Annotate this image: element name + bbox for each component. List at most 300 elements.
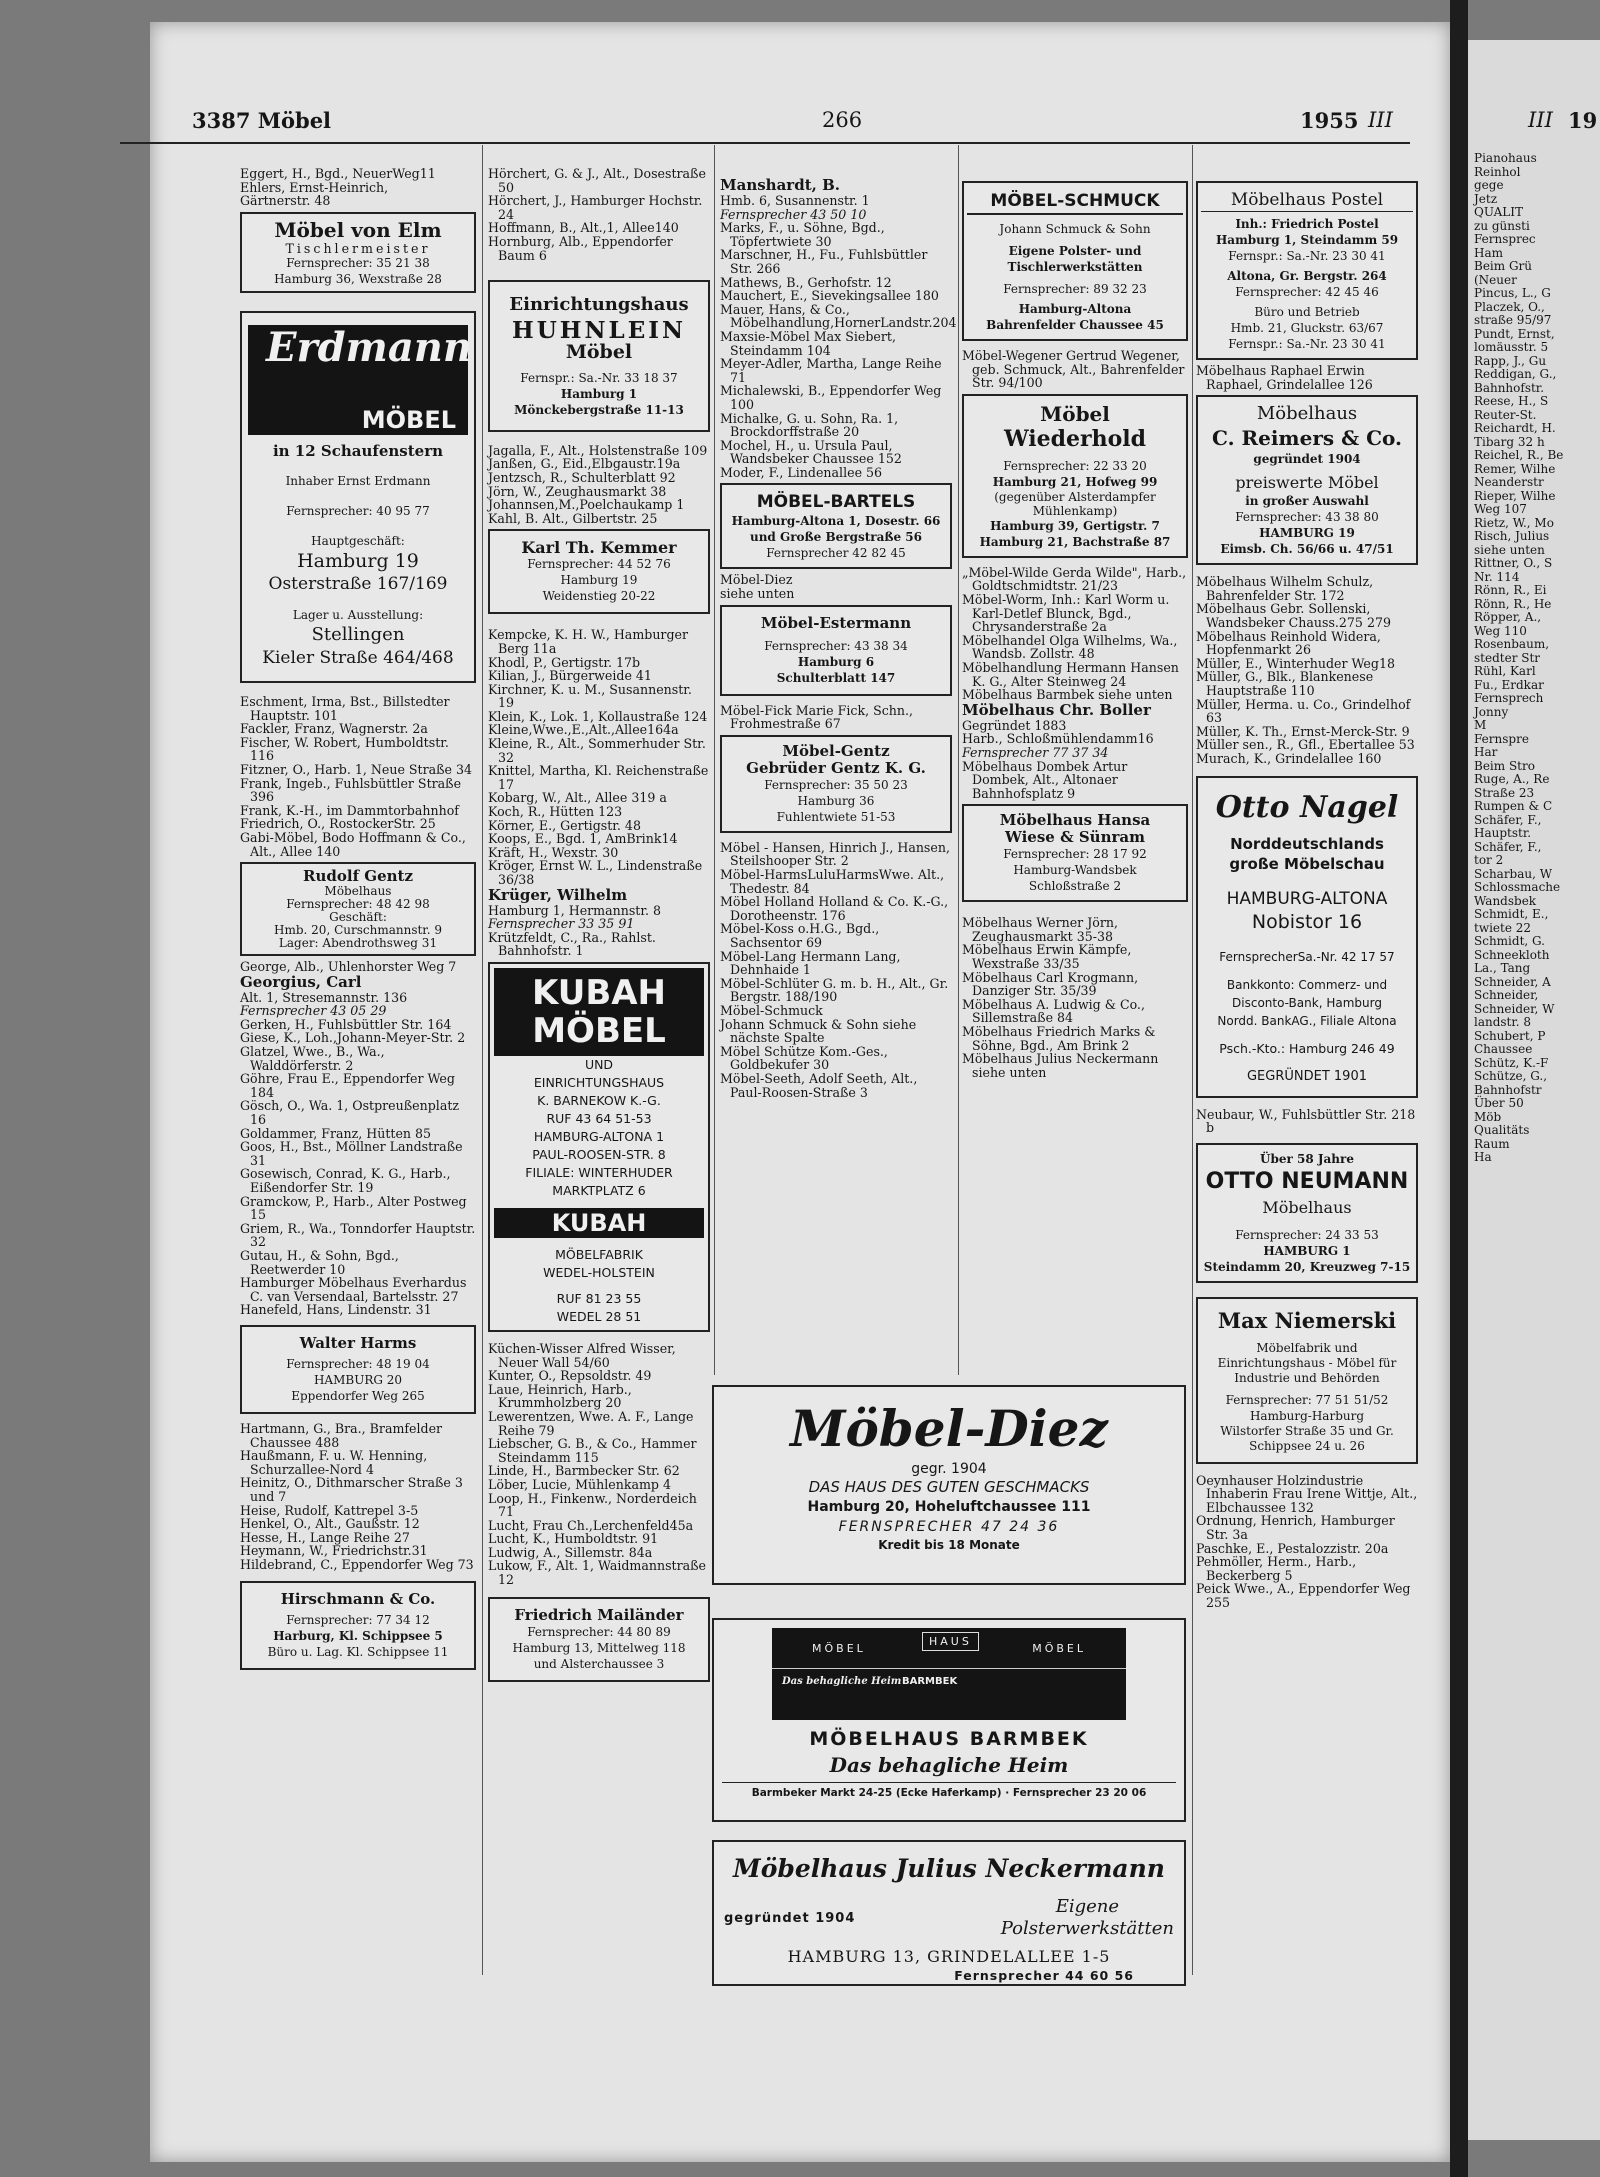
facing-page-entry: Schmidt, G.	[1474, 934, 1545, 948]
facing-page-entry: Fernsprec	[1474, 232, 1536, 246]
listing-entry: Kräft, H., Wexstr. 30	[488, 844, 619, 860]
ad-otto-neumann	[1196, 1143, 1418, 1283]
facing-page-entry: Weg 110	[1474, 623, 1527, 638]
facing-page-entry: Weg 107	[1474, 502, 1527, 516]
listing-entry: Kempcke, K. H. W., Hamburger Berg 11a	[488, 627, 688, 656]
kubah-text	[494, 1056, 704, 1200]
listing-entry: Möbel-Wegener Gertrud Wegener, geb. Schmuck, Alt., Bahrenfelder Str. 94/100	[962, 348, 1185, 391]
ad-erdmann	[240, 311, 476, 683]
facing-page-entry: Jetz	[1474, 191, 1498, 206]
erdmann-logo	[248, 324, 472, 435]
listing-entry: Möbelhandlung Hermann Hansen K. G., Alter Steinweg 24	[962, 659, 1179, 689]
listing-entry: Knittel, Martha, Kl. Reichenstraße 17	[488, 763, 709, 792]
ad-line: WEDEL 28 51	[556, 1308, 642, 1324]
listing-entry: Möbel-Worm, Inh.: Karl Worm u. Karl-Detlef Blunck, Bgd., Chrysanderstraße 2a	[962, 591, 1170, 635]
storefront-line	[772, 1668, 1126, 1669]
facing-page-entry: M	[1474, 718, 1487, 732]
ad-phone: Fernsprecher: 77 51 51/52	[1225, 1392, 1389, 1407]
ad-phone: FernsprecherSa.-Nr. 42 17 57	[1219, 949, 1395, 964]
ad-title: Möbel von Elm	[274, 217, 442, 242]
facing-page-entry: Reichardt, H.	[1474, 421, 1556, 435]
listing-entry: Giese, K., Loh.,Johann-Meyer-Str. 2	[240, 1030, 466, 1046]
ad-line: Hamburg 1, Steindamm 59	[1215, 233, 1399, 247]
listing-entry: Liebscher, G. B., & Co., Hammer Steindamm 115	[488, 1436, 697, 1465]
listing-entry: Fackler, Franz, Wagnerstr. 2a	[240, 721, 428, 737]
ad-line: Möbelhaus	[1262, 1197, 1352, 1217]
listing-entry: Hanefeld, Hans, Lindenstr. 31	[240, 1302, 432, 1318]
facing-page-entry: Rittner, O., S	[1474, 556, 1553, 570]
facing-page-entry: Fernspre	[1474, 731, 1529, 746]
ad-line: Büro und Betrieb	[1254, 305, 1360, 319]
ad-line: DAS HAUS DES GUTEN GESCHMACKS	[808, 1478, 1090, 1496]
listing-entry: Heise, Rudolf, Kattrepel 3-5	[240, 1502, 419, 1518]
ad-phone: RUF 43 64 51-53	[546, 1110, 652, 1126]
ad-phone: Fernsprecher: 28 17 92	[1003, 847, 1147, 862]
ad-walter-harms	[240, 1325, 476, 1414]
column-3	[720, 176, 957, 1100]
listing-entry: Kobarg, W., Alt., Allee 319 a	[488, 790, 667, 806]
listing-entry: Möbel-Fick Marie Fick, Schn., Frohmestraße 67	[720, 702, 914, 732]
ad-line: Fuhlentwiete 51-53	[776, 809, 896, 824]
listing-entry: Mathews, B., Gerhofstr. 12	[720, 274, 892, 290]
listing-entry: Eschment, Irma, Bst., Billstedter Hauptstr. 101	[240, 693, 450, 723]
listing-entry: Möbelhaus Julius Neckermann siehe unten	[962, 1051, 1159, 1080]
listing-entry: Kleine,Wwe.,E.,Alt.,Allee164a	[488, 722, 679, 738]
ad-title: MÖBEL-SCHMUCK	[967, 189, 1183, 215]
ad-title: Rudolf Gentz	[303, 867, 413, 886]
ad-max-niemerski	[1196, 1297, 1418, 1464]
listing-entry: Löber, Lucie, Mühlenkamp 4	[488, 1476, 671, 1492]
ad-line: Kieler Straße 464/468	[262, 647, 454, 668]
listing-entry: Eggert, H., Bgd., NeuerWeg11	[240, 166, 436, 181]
listing-entry: Meyer-Adler, Martha, Lange Reihe 71	[720, 356, 942, 385]
ad-line: Stellingen	[311, 623, 405, 645]
ad-line: Lager: Abendrothsweg 31	[278, 936, 438, 951]
ad-line: PAUL-ROOSEN-STR. 8	[532, 1146, 666, 1162]
listing-entry: Heinitz, O., Dithmarscher Straße 3 und 7	[240, 1475, 463, 1504]
facing-page-fragment	[1468, 40, 1600, 2140]
facing-page-entry: Ham	[1474, 245, 1503, 260]
ad-rudolf-gentz	[240, 862, 476, 956]
listing-entry: Möbel-Koss o.H.G., Bgd., Sachsentor 69	[720, 921, 880, 950]
listing-entry: Neubaur, W., Fuhlsbüttler Str. 218 b	[1196, 1106, 1416, 1136]
ad-title: Walter Harms	[299, 1333, 417, 1352]
facing-page-entry: Schubert, P	[1474, 1028, 1546, 1043]
ad-line: und Alsterchaussee 3	[533, 1656, 665, 1671]
listing-entry: Göhre, Frau E., Eppendorfer Weg 184	[240, 1071, 455, 1100]
facing-page-entry: Rönn, R., Ei	[1474, 583, 1547, 597]
ad-line: Hamburg-Wandsbek	[1013, 863, 1137, 878]
ad-line: Norddeutschlands	[1230, 834, 1384, 853]
ad-phone: Fernsprecher: 77 34 12	[286, 1613, 430, 1628]
ad-moebelhaus-hansa	[962, 804, 1188, 902]
ad-moebel-bartels	[720, 483, 952, 569]
listing-entry: Müller, Herma. u. Co., Grindelhof 63	[1196, 696, 1411, 726]
listing-entry: Fernsprecher 33 35 91	[488, 916, 635, 932]
facing-page-entry: Möb	[1474, 1109, 1502, 1124]
book-spine	[1450, 0, 1468, 2177]
ad-huhnlein	[488, 280, 710, 432]
storefront-window-label: BARMBEK	[902, 1676, 958, 1687]
facing-page-entry: Rühl, Karl	[1474, 664, 1536, 678]
listing-entry: Gegründet 1883	[962, 717, 1067, 733]
listing-entry: Kirchner, K. u. M., Susannenstr. 19	[488, 681, 692, 711]
ad-line: WEDEL-HOLSTEIN	[543, 1264, 655, 1280]
facing-page-entry: Schlossmache	[1474, 880, 1561, 894]
ad-moebel-gentz	[720, 735, 952, 833]
listing-entry: Fernsprecher 43 05 29	[240, 1003, 387, 1019]
facing-page-entry: Schneider,	[1474, 988, 1539, 1002]
listing-entry: Moder, F., Lindenallee 56	[720, 464, 883, 480]
ad-line: Psch.-Kto.: Hamburg 246 49	[1219, 1040, 1395, 1056]
ad-line: Eimsb. Ch. 56/66 u. 47/51	[1220, 542, 1394, 557]
listing-entry: Lucht, Frau Ch.,Lerchenfeld45a	[488, 1517, 694, 1533]
listing-entry: Hartmann, G., Bra., Bramfelder Chaussee 488	[240, 1420, 443, 1450]
listing-entry: Glatzel, Wwe., B., Wa., Walddörferstr. 2	[240, 1044, 385, 1073]
ad-line: Schloßstraße 2	[1028, 879, 1122, 894]
ad-line: Möbelhaus	[324, 884, 392, 899]
ad-moebel-von-elm	[240, 212, 476, 294]
ad-line: Nordd. BankAG., Filiale Altona	[1217, 1013, 1397, 1028]
ad-phone: Fernsprecher 44 60 56	[954, 1968, 1134, 1983]
facing-page-entry: Bahnhofstr	[1474, 1082, 1542, 1097]
listing-entry: Möbel Holland Holland & Co. K.-G., Dorotheenstr. 176	[720, 894, 949, 923]
listing-entry: Hornburg, Alb., Eppendorfer Baum 6	[488, 233, 673, 263]
ad-line: preiswerte Möbel	[1235, 473, 1379, 493]
ad-phone: Fernsprecher: 35 21 38	[286, 256, 430, 271]
facing-page-entry: Hauptstr.	[1474, 826, 1532, 840]
facing-page-entry: Beim Grü	[1474, 259, 1533, 273]
listing-entry: Jentzsch, R., Schulterblatt 92	[488, 469, 676, 485]
ad-line: Hmb. 20, Curschmannstr. 9	[274, 923, 442, 938]
column-5	[1196, 177, 1418, 1610]
listing-entry: Krützfeldt, C., Ra., Rahlst. Bahnhofstr. 1	[488, 929, 656, 959]
facing-page-entry: straße 95/97	[1474, 313, 1552, 327]
facing-page-entry: Jonny	[1474, 704, 1509, 719]
listing-entry: Hamburg 1, Hermannstr. 8	[488, 902, 662, 918]
ad-line: Hamburg 19	[297, 549, 419, 572]
ad-slogan: Das behagliche Heim	[829, 1753, 1069, 1777]
ad-phone: Fernsprecher: 48 19 04	[286, 1356, 430, 1371]
listing-entry: Lukow, F., Alt. 1, Waidmannstraße 12	[488, 1558, 707, 1588]
kubah-logo-line2: MÖBEL	[532, 1010, 666, 1051]
column-1	[240, 167, 476, 1674]
listing-entry: Möbelhandel Olga Wilhelms, Wa., Wandsb. Zollstr. 48	[962, 632, 1178, 662]
facing-page-entry: Rietz, W., Mo	[1474, 515, 1554, 530]
kubah-logo-line1: KUBAH	[531, 972, 667, 1013]
ad-julius-neckermann	[712, 1840, 1186, 1986]
ad-phone: Fernsprecher: 44 52 76	[527, 557, 671, 572]
listing-entry: Möbelhaus Dombek Artur Dombek, Alt., Altonaer Bahnhofsplatz 9	[962, 758, 1128, 801]
listing-entry: Haußmann, F. u. W. Henning, Schurzallee-Nord 4	[240, 1448, 428, 1477]
listing-entry: Mauer, Hans, & Co., Möbelhandlung,HornerLandstr.204	[720, 301, 957, 331]
ad-line: in 12 Schaufenstern	[272, 442, 444, 461]
listing-entry: Oeynhauser Holzindustrie Inhaberin Frau Irene Wittje, Alt., Elbchaussee 132	[1196, 1472, 1418, 1515]
listing-entry: Alt. 1, Stresemannstr. 136	[240, 989, 408, 1005]
listing-entry: Müller, K. Th., Ernst-Merck-Str. 9	[1196, 723, 1410, 739]
listing-entry: Lewerentzen, Wwe. A. F., Lange Reihe 79	[488, 1408, 694, 1438]
facing-page-entry: Rumpen & C	[1474, 799, 1553, 813]
listing-entry: Müller, G., Blk., Blankenese Hauptstraße 110	[1196, 669, 1374, 698]
ad-title: Karl Th. Kemmer	[521, 538, 677, 558]
facing-page-entry: Fernsprech	[1474, 691, 1544, 705]
ad-line: Wilstorfer Straße 35 und Gr. Schippsee 24 u. 26	[1220, 1423, 1394, 1453]
facing-page-entry: Schneider, A	[1474, 974, 1551, 989]
ad-phone: Fernsprecher: 40 95 77	[286, 503, 430, 518]
ad-title: HUHNLEIN	[511, 317, 687, 345]
ad-kemmer	[488, 529, 710, 614]
listing-entry: Fernsprecher 43 50 10	[720, 206, 867, 222]
facing-page-entry: Rosenbaum,	[1474, 637, 1550, 651]
ad-line: HAMBURG 1	[1263, 1243, 1351, 1258]
listing-entry: Linde, H., Barmbecker Str. 62	[488, 1463, 680, 1479]
facing-page-entry: Ha	[1474, 1150, 1492, 1164]
ad-phone: Fernspr.: Sa.-Nr. 33 18 37	[520, 370, 678, 385]
listing-entry: Frank, K.-H., im Dammtorbahnhof	[240, 802, 459, 818]
listing-entry: Henkel, O., Alt., Gaußstr. 12	[240, 1516, 420, 1532]
facing-page-entry: Nr. 114	[1474, 569, 1520, 584]
ad-title-2: Wiederhold	[1003, 425, 1147, 452]
ad-line: Über 58 Jahre	[1259, 1151, 1354, 1166]
ad-title-2: Wiese & Sünram	[1005, 828, 1145, 847]
nagel-logo: Otto Nagel	[1215, 789, 1399, 825]
erdmann-logo-moebel: MÖBEL	[361, 405, 456, 434]
listing-entry: „Möbel-Wilde Gerda Wilde", Harb., Goldtschmidtstr. 21/23	[962, 564, 1187, 594]
listing-entry: Möbelhaus Gebr. Sollenski, Wandsbeker Chauss.275 279	[1196, 601, 1391, 630]
ad-title: Möbel-Gentz	[782, 741, 890, 760]
ad-phone: Fernsprecher: 22 33 20	[1003, 458, 1147, 473]
ad-phone: Fernspr.: Sa.-Nr. 23 30 41	[1228, 249, 1386, 263]
listing-entry: Möbel-Seeth, Adolf Seeth, Alt., Paul-Roosen-Straße 3	[720, 1070, 918, 1100]
kubah-logo-small: KUBAH	[494, 1208, 704, 1238]
ad-moebel-diez	[712, 1385, 1186, 1585]
ad-phone: FERNSPRECHER 47 24 36	[838, 1519, 1060, 1535]
listing-entry: Janßen, G., Eid.,Elbgaustr.19a	[488, 456, 681, 472]
facing-page-entry: Schäfer, F.,	[1474, 812, 1542, 827]
ad-title: Max Niemerski	[1217, 1307, 1397, 1333]
ad-line: Hamburg 36	[797, 793, 875, 808]
ad-line: Hamburg 6	[797, 654, 875, 669]
ad-line: Inhaber Ernst Erdmann	[285, 473, 431, 488]
facing-page-entry: Qualitäts	[1474, 1123, 1530, 1137]
ad-line: Möbelfabrik und Einrichtungshaus - Möbel für Industrie und Behörden	[1217, 1340, 1397, 1385]
ad-line: Hmb. 21, Gluckstr. 63/67	[1230, 321, 1384, 335]
listing-entry: Peick Wwe., A., Eppendorfer Weg 255	[1196, 1581, 1411, 1611]
ad-title: Möbel	[1040, 401, 1110, 426]
facing-page-entry: siehe unten	[1474, 542, 1545, 557]
ad-line: Hamburg 21, Hofweg 99	[992, 474, 1158, 489]
facing-page-entry: zu günsti	[1474, 218, 1530, 233]
column-divider	[1192, 145, 1193, 1975]
listing-entry: Gosewisch, Conrad, K. G., Harb., Eißendorfer Str. 19	[240, 1166, 451, 1195]
listing-entry: siehe unten	[720, 586, 795, 602]
listing-entry: Möbelhaus Erwin Kämpfe, Wexstraße 33/35	[962, 942, 1132, 972]
facing-page-entry: La., Tang	[1474, 961, 1531, 975]
facing-page-entry: Röpper, A.,	[1474, 610, 1542, 624]
facing-page-entry: stedter Str	[1474, 650, 1541, 665]
listing-entry: Marks, F., u. Söhne, Bgd., Töpfertwiete 30	[720, 220, 885, 249]
ad-line: FILIALE: WINTERHUDER MARKTPLATZ 6	[525, 1164, 673, 1198]
column-divider	[714, 145, 715, 1375]
ad-hirschmann	[240, 1581, 476, 1670]
facing-page-entry: Über 50	[1474, 1096, 1524, 1110]
listing-entry: Johannsen,M.,Poelchaukamp 1	[488, 497, 685, 513]
facing-page-entry: gege	[1474, 178, 1504, 192]
ad-title: MÖBELHAUS BARMBEK	[809, 1728, 1089, 1750]
neckermann-logo: Möbelhaus Julius Neckermann	[733, 1854, 1165, 1883]
listing-entry: George, Alb., Uhlenhorster Weg 7	[240, 959, 457, 975]
facing-page-entry: Reddigan, G.,	[1474, 367, 1557, 381]
listing-entry: Paschke, E., Pestalozzistr. 20a	[1196, 1540, 1389, 1556]
listing-entry: Möbelhaus Wilhelm Schulz, Bahrenfelder Str. 172	[1196, 574, 1374, 603]
storefront-sign-center: HAUS	[922, 1632, 979, 1651]
ad-line: UND	[584, 1056, 614, 1072]
facing-page-entry: Reese, H., S	[1474, 394, 1549, 408]
ad-line: gegr. 1904	[911, 1461, 987, 1477]
listing-entry: Möbel - Hansen, Hinrich J., Hansen, Steilshooper Str. 2	[720, 839, 950, 869]
facing-page-entry: Rieper, Wilhe	[1474, 488, 1556, 503]
ad-title-2: Gebrüder Gentz K. G.	[746, 758, 926, 777]
listing-bold: Krüger, Wilhelm	[488, 885, 628, 904]
ad-line: Inh.: Friedrich Postel	[1235, 217, 1379, 231]
listing-entry: Möbel-Schmuck	[720, 1002, 823, 1018]
facing-page-entry: Fu., Erdkar	[1474, 677, 1544, 692]
listing-entry: Gabi-Möbel, Bodo Hoffmann & Co., Alt., Allee 140	[240, 829, 466, 859]
ad-line: Hamburg-Altona	[1018, 302, 1132, 316]
ad-line: Polsterwerkstätten	[1000, 1918, 1174, 1939]
listing-entry: Möbelhaus Werner Jörn, Zeughausmarkt 35-38	[962, 915, 1118, 944]
ad-title: Friedrich Mailänder	[514, 1605, 684, 1624]
facing-page-entry: (Neuer	[1474, 272, 1517, 287]
facing-page-entry: Pundt, Ernst,	[1474, 326, 1555, 341]
ad-moebelhaus-barmbek	[712, 1618, 1186, 1822]
listing-entry: Frank, Ingeb., Fuhlsbüttler Straße 396	[240, 775, 462, 805]
facing-page-entry: Schneider, W	[1474, 1001, 1555, 1016]
diez-logo: Möbel-Diez	[790, 1399, 1108, 1458]
header-roman: III	[1368, 108, 1393, 132]
listing-entry: Gärtnerstr. 48	[240, 193, 331, 209]
listing-entry: Gramckow, P., Harb., Alter Postweg 15	[240, 1193, 467, 1223]
listing-entry: Hörchert, G. & J., Alt., Dosestraße 50	[488, 166, 706, 195]
listing-entry: Kunter, O., Repsoldstr. 49	[488, 1368, 652, 1384]
ad-line: Hamburg 21, Bachstraße 87	[979, 534, 1171, 549]
ad-line: Barmbeker Markt 24-25 (Ecke Haferkamp) · Fernsprecher 23 20 06	[722, 1782, 1176, 1801]
listing-entry: Kröger, Ernst W. L., Lindenstraße 36/38	[488, 858, 703, 887]
facing-page-entry: Straße 23	[1474, 785, 1535, 800]
listing-entry: Pehmöller, Herm., Harb., Beckerberg 5	[1196, 1554, 1357, 1583]
ad-line: HAMBURG 13, GRINDELALLEE 1-5	[787, 1947, 1111, 1966]
ad-line: Weidenstieg 20-22	[542, 589, 656, 604]
ad-line: HAMBURG-ALTONA	[1226, 888, 1388, 909]
listing-entry: Koch, R., Hütten 123	[488, 804, 623, 820]
facing-page-entry: Rönn, R., He	[1474, 596, 1552, 611]
listing-entry: Ludwig, A., Sillemstr. 84a	[488, 1544, 653, 1560]
ad-line: Kredit bis 18 Monate	[878, 1538, 1020, 1552]
listing-entry: Goos, H., Bst., Möllner Landstraße 31	[240, 1139, 463, 1168]
ad-title: Hirschmann & Co.	[280, 1590, 436, 1609]
ad-title: Möbelhaus Postel	[1201, 189, 1413, 212]
ad-phone: Fernspr.: Sa.-Nr. 23 30 41	[1228, 337, 1386, 351]
facing-page-entry: Schütz, K.-F	[1474, 1055, 1549, 1070]
ad-moebel-wiederhold	[962, 394, 1188, 558]
facing-page-entry: Reinhol	[1474, 164, 1521, 179]
ad-line: Büro u. Lag. Kl. Schippsee 11	[267, 1645, 449, 1660]
ad-line: GEGRÜNDET 1901	[1246, 1068, 1367, 1084]
facing-page-entry: Schneekloth	[1474, 947, 1550, 962]
facing-page-entry: Remer, Wilhe	[1474, 461, 1556, 476]
ad-line: Eigene Polster- und Tischlerwerkstätten	[1007, 244, 1143, 274]
listing-entry: Möbelhaus Reinhold Widera, Hopfenmarkt 26	[1196, 628, 1381, 658]
listing-entry: Koops, E., Bgd. 1, AmBrink14	[488, 831, 678, 847]
listing-entry: Hmb. 6, Susannenstr. 1	[720, 193, 870, 208]
listing-entry: Gerken, H., Fuhlsbüttler Str. 164	[240, 1016, 452, 1032]
listing-entry: Gösch, O., Wa. 1, Ostpreußenplatz 16	[240, 1098, 460, 1128]
listing-entry: Müller, E., Winterhuder Weg18	[1196, 655, 1395, 671]
ad-line: Eigene	[1055, 1896, 1120, 1917]
listing-bold: Manshardt, B.	[720, 176, 840, 194]
kubah-text-2	[494, 1246, 704, 1326]
ad-line: und Große Bergstraße 56	[749, 530, 923, 545]
listing-entry: Möbel-Schlüter G. m. b. H., Alt., Gr. Bergstr. 188/190	[720, 975, 949, 1005]
ad-mailaender	[488, 1597, 710, 1682]
listing-entry: Körner, E., Gertigstr. 48	[488, 817, 641, 833]
facing-page-entry: Scharbau, W	[1474, 866, 1553, 881]
ad-line: Nobistor 16	[1251, 910, 1363, 933]
facing-page-entry: Tibarg 32 h	[1474, 434, 1545, 449]
listing-entry: Kleine, R., Alt., Sommerhuder Str. 32	[488, 736, 706, 765]
header-rule	[120, 142, 1410, 144]
ad-line: Hauptgeschäft:	[311, 533, 405, 548]
listing-entry: Khodl, P., Gertigstr. 17b	[488, 654, 641, 670]
listing-entry: Fernsprecher 77 37 34	[962, 744, 1109, 760]
erdmann-logo-script: Erdmann	[266, 324, 472, 372]
page-header-left: 3387 Möbel	[192, 108, 332, 133]
ad-line: Bahrenfelder Chaussee 45	[986, 318, 1164, 332]
facing-page-entry: Ruge, A., Re	[1474, 772, 1550, 786]
facing-page-entry: Beim Stro	[1474, 758, 1535, 773]
ad-line: Hamburg 19	[560, 573, 638, 588]
facing-page-entry: Risch, Julius	[1474, 529, 1550, 543]
facing-page-entry: tor 2	[1474, 853, 1504, 867]
listing-entry: Jörn, W., Zeughausmarkt 38	[488, 483, 667, 499]
facing-page-entry: Placzek, O.,	[1474, 299, 1545, 314]
ad-line: HAMBURG 20	[313, 1372, 403, 1387]
listing-entry: Ordnung, Henrich, Hamburger Str. 3a	[1196, 1513, 1395, 1543]
facing-page-entry: Raum	[1474, 1136, 1510, 1151]
facing-page-entry: Bahnhofstr.	[1474, 380, 1545, 395]
listing-entry: Heymann, W., Friedrichstr.31	[240, 1543, 428, 1559]
listing-entry: Kahl, B. Alt., Gilbertstr. 25	[488, 510, 658, 526]
ad-title: Möbelhaus Hansa	[999, 811, 1151, 830]
ad-line: Möbelhaus	[1256, 403, 1358, 425]
ad-phone: Fernsprecher: 24 33 53	[1235, 1227, 1379, 1242]
ad-line: in großer Auswahl	[1245, 494, 1369, 509]
ad-line: HAMBURG 19	[1259, 526, 1355, 541]
facing-page-entry: Rapp, J., Gu	[1474, 353, 1547, 368]
facing-page-entry: landstr. 8	[1474, 1015, 1532, 1029]
ad-line: (gegenüber Alsterdampfer Mühlenkamp)	[994, 489, 1156, 518]
page-number: 266	[822, 108, 863, 132]
ad-title: MÖBEL-BARTELS	[756, 492, 916, 513]
facing-page-entry: Pianohaus	[1474, 151, 1537, 165]
barmbek-storefront-illustration	[772, 1628, 1126, 1720]
ad-line: MÖBELFABRIK	[555, 1246, 643, 1262]
ad-title: OTTO NEUMANN	[1205, 1168, 1409, 1194]
ad-moebel-schmuck	[962, 181, 1188, 341]
ad-line: Hamburg-Harburg	[1249, 1408, 1365, 1423]
ad-line: Hamburg 20, Hoheluftchaussee 111	[807, 1499, 1091, 1515]
facing-page-entry: Schütze, G.,	[1474, 1069, 1548, 1083]
